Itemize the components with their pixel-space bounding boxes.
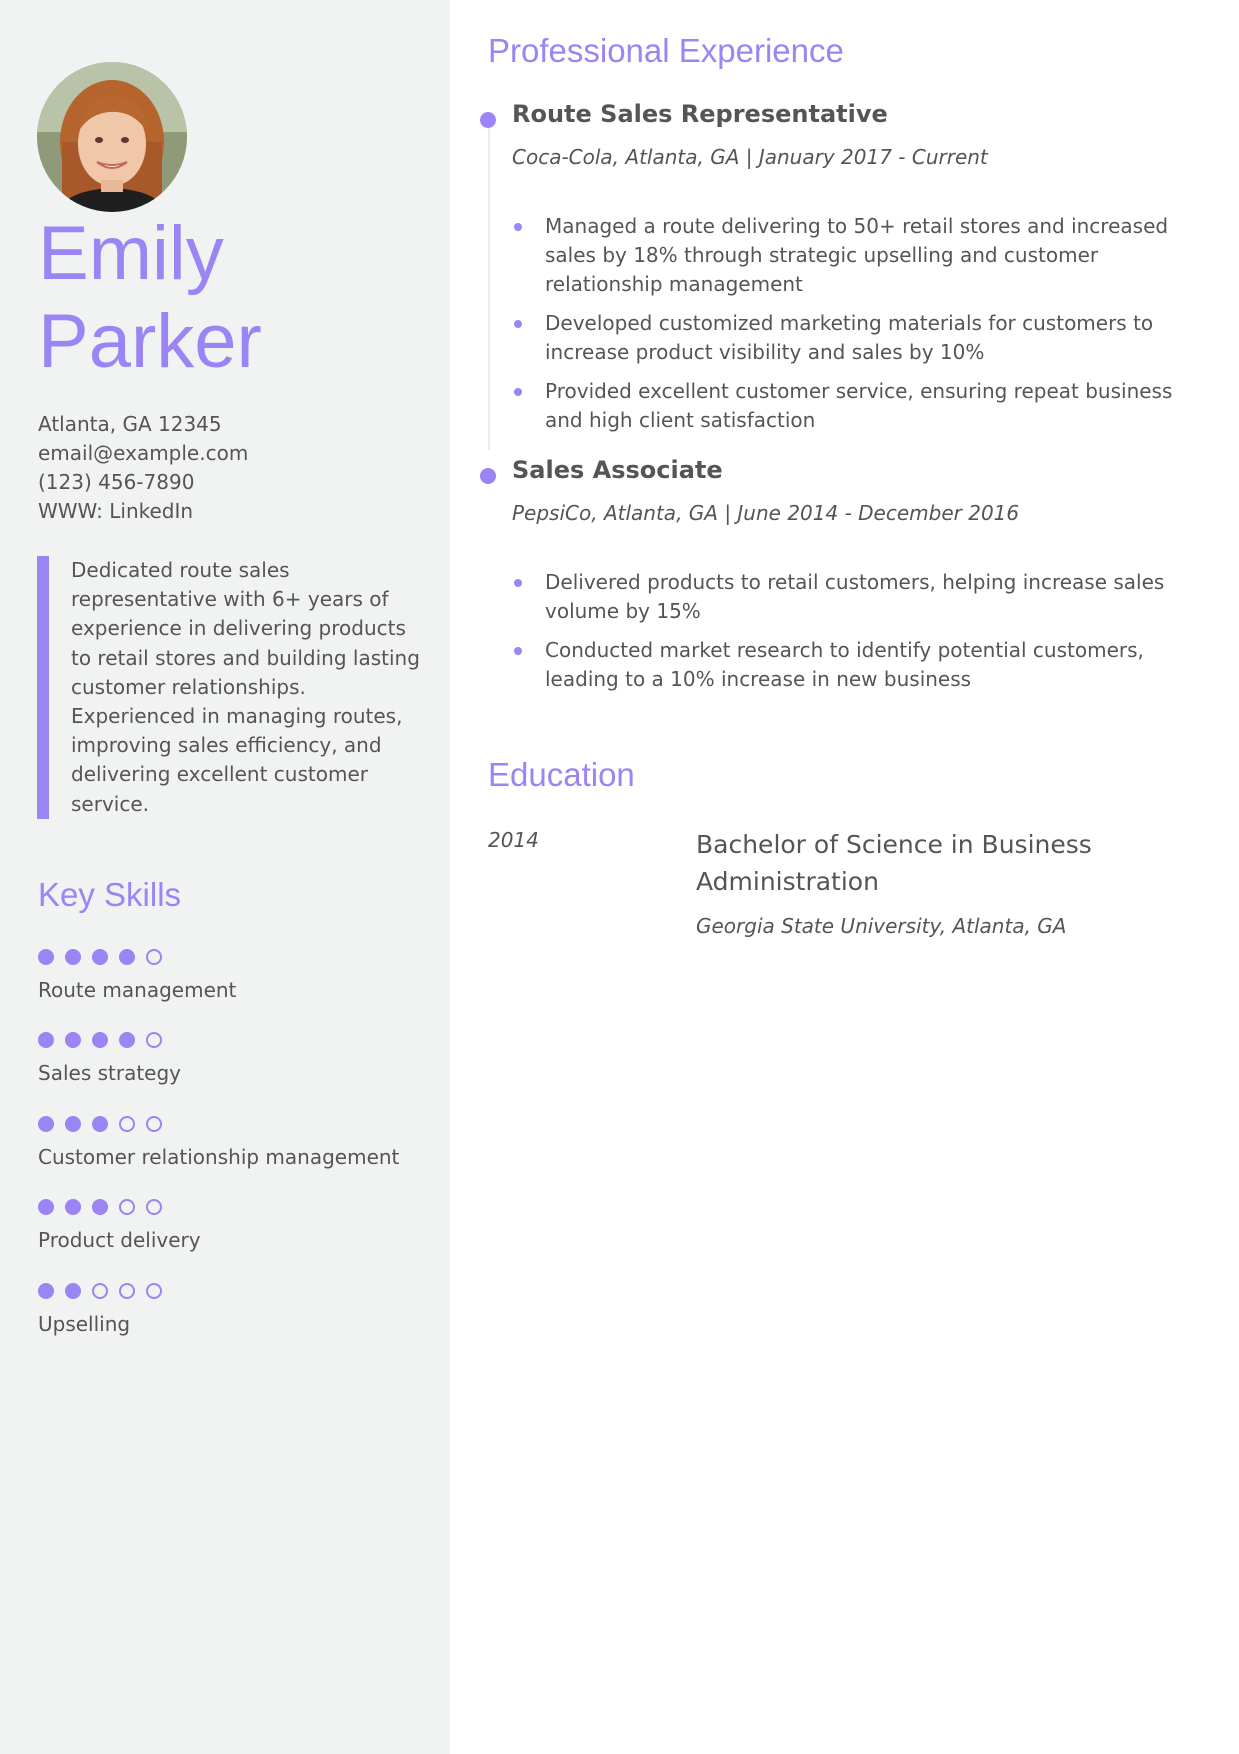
rating-dot-filled-icon <box>38 949 54 965</box>
rating-dot-filled-icon <box>92 949 108 965</box>
contact-email[interactable]: email@example.com <box>38 441 249 465</box>
bullet-icon <box>514 579 522 587</box>
contact-address: Atlanta, GA 12345 <box>38 412 222 436</box>
job-bullet <box>512 568 1182 626</box>
skill-item <box>38 1197 438 1280</box>
job-bullets <box>512 212 1182 445</box>
rating-dot-filled-icon <box>65 1199 81 1215</box>
rating-dot-filled-icon <box>38 1116 54 1132</box>
rating-dot-empty-icon <box>119 1199 135 1215</box>
education-degree: Bachelor of Science in Business Administration <box>696 830 1092 896</box>
rating-dot-filled-icon <box>38 1032 54 1048</box>
rating-dot-empty-icon <box>146 949 162 965</box>
first-name: Emily <box>38 211 224 296</box>
experience-heading: Professional Experience <box>488 32 844 69</box>
job-bullet <box>512 309 1182 367</box>
job-bullet <box>512 636 1182 694</box>
rating-dot-empty-icon <box>146 1032 162 1048</box>
rating-dot-filled-icon <box>92 1199 108 1215</box>
job-bullet-text: Managed a route delivering to 50+ retail stores and increased sales by 18% through strategic upselling and customer relationship management <box>545 214 1169 296</box>
rating-dot-empty-icon <box>119 1116 135 1132</box>
skill-rating <box>38 1281 438 1301</box>
skill-rating <box>38 947 438 967</box>
bullet-icon <box>514 223 522 231</box>
avatar <box>37 62 187 212</box>
job-title: Route Sales Representative <box>512 100 888 128</box>
skill-label: Product delivery <box>38 1228 201 1253</box>
job-bullet-text: Conducted market research to identify potential customers, leading to a 10% increase in new business <box>545 638 1144 691</box>
skill-label: Sales strategy <box>38 1061 182 1086</box>
rating-dot-empty-icon <box>146 1283 162 1299</box>
candidate-name <box>38 210 262 386</box>
contact-info <box>38 410 248 526</box>
skills-heading: Key Skills <box>38 876 182 913</box>
skill-rating <box>38 1030 438 1050</box>
skill-item <box>38 947 438 1030</box>
rating-dot-filled-icon <box>38 1283 54 1299</box>
bullet-icon <box>514 388 522 396</box>
rating-dot-filled-icon <box>65 949 81 965</box>
contact-website[interactable]: WWW: LinkedIn <box>38 499 194 523</box>
rating-dot-filled-icon <box>92 1032 108 1048</box>
profile-photo <box>37 62 187 212</box>
skill-rating <box>38 1197 438 1217</box>
rating-dot-empty-icon <box>146 1199 162 1215</box>
education-year: 2014 <box>488 828 539 852</box>
rating-dot-filled-icon <box>119 1032 135 1048</box>
rating-dot-empty-icon <box>119 1283 135 1299</box>
rating-dot-empty-icon <box>146 1116 162 1132</box>
rating-dot-filled-icon <box>38 1199 54 1215</box>
rating-dot-filled-icon <box>65 1283 81 1299</box>
sidebar <box>0 0 450 1754</box>
timeline-dot <box>480 112 496 128</box>
timeline-dot <box>480 468 496 484</box>
bullet-icon <box>514 647 522 655</box>
job-meta: Coca-Cola, Atlanta, GA | January 2017 - Current <box>512 145 988 169</box>
skill-label: Upselling <box>38 1311 131 1336</box>
job-bullet <box>512 377 1182 435</box>
contact-phone: (123) 456-7890 <box>38 470 195 494</box>
skill-item <box>38 1030 438 1113</box>
professional-summary: Dedicated route sales representative with 6+ years of experience in delivering products to retail stores and building lasting customer relationships. Experienced in managing routes, improving sales efficiency, and delivering excellent customer service. <box>37 556 431 819</box>
skill-label: Route management <box>38 978 237 1002</box>
job-bullet-text: Developed customized marketing materials for customers to increase product visibility and sales by 10% <box>545 311 1154 364</box>
rating-dot-filled-icon <box>65 1032 81 1048</box>
rating-dot-empty-icon <box>92 1283 108 1299</box>
last-name: Parker <box>38 299 262 384</box>
bullet-icon <box>514 320 522 328</box>
job-bullet <box>512 212 1182 299</box>
skills-list <box>38 947 438 1364</box>
education-school: Georgia State University, Atlanta, GA <box>696 914 1067 938</box>
job-bullet-text: Delivered products to retail customers, helping increase sales volume by 15% <box>545 570 1165 623</box>
rating-dot-filled-icon <box>92 1116 108 1132</box>
education-heading: Education <box>488 756 635 793</box>
job-meta: PepsiCo, Atlanta, GA | June 2014 - December 2016 <box>512 501 1020 525</box>
rating-dot-filled-icon <box>119 949 135 965</box>
skill-label: Customer relationship management <box>38 1144 400 1169</box>
skill-item <box>38 1114 438 1197</box>
job-bullet-text: Provided excellent customer service, ensuring repeat business and high client satisfaction <box>545 379 1173 432</box>
skill-item <box>38 1281 438 1364</box>
rating-dot-filled-icon <box>65 1116 81 1132</box>
timeline-line <box>488 120 490 450</box>
skill-rating <box>38 1114 438 1134</box>
job-title: Sales Associate <box>512 456 723 484</box>
job-bullets <box>512 568 1182 704</box>
